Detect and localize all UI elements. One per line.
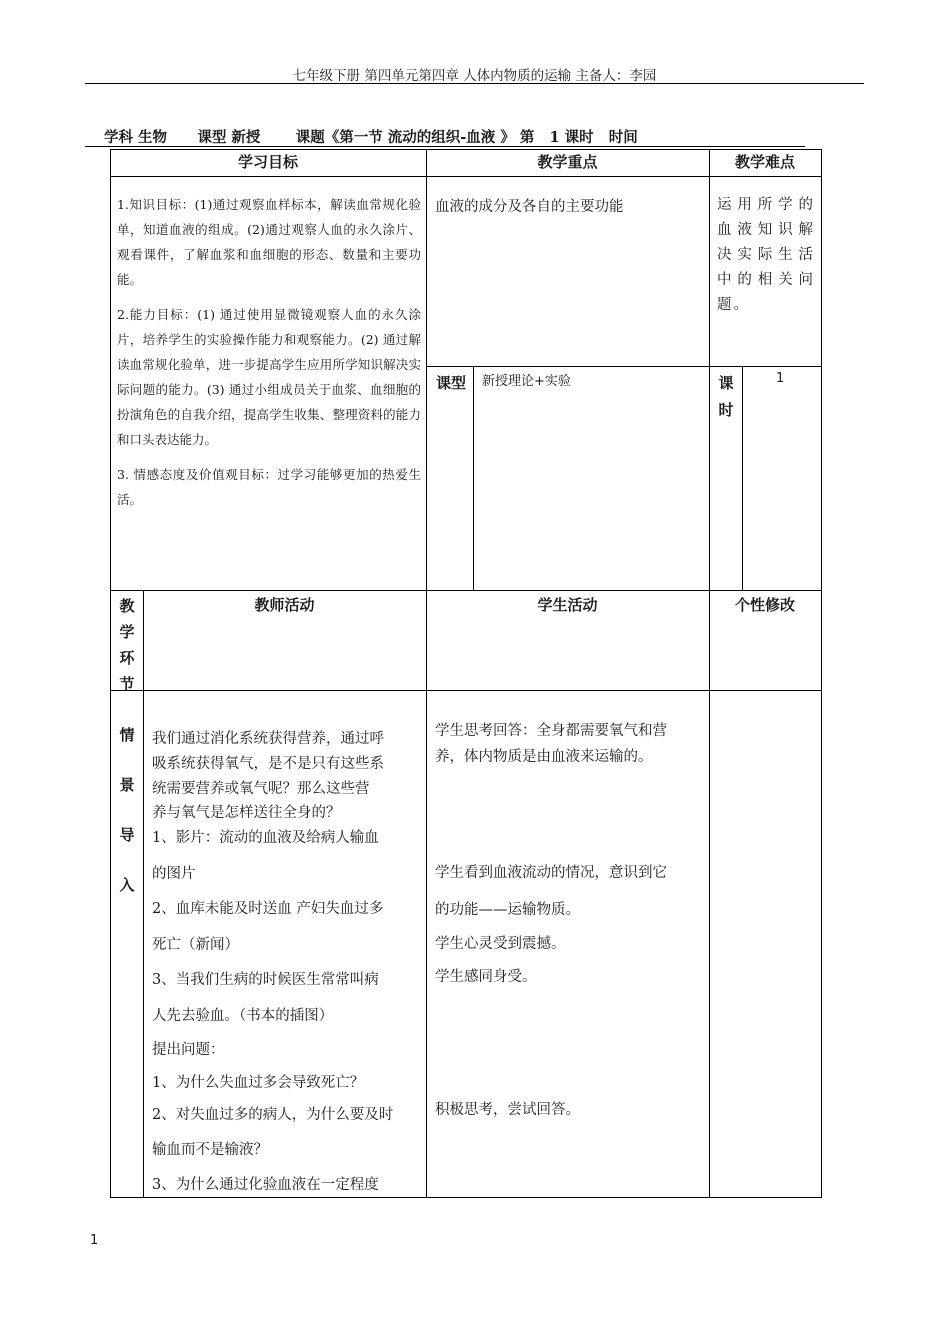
teacher-line: 吸系统获得氧气，是不是只有这些系 <box>152 756 384 772</box>
header-teaching-focus: 教学重点 <box>537 153 598 171</box>
teaching-difficulty-content: 运用所学的血液知识解决实际生活中的相关问题。 <box>717 197 815 313</box>
page-header: 七年级下册 第四单元第四章 人体内物质的运输 主备人：李园 <box>292 68 657 84</box>
header-teaching-difficulty: 教学难点 <box>734 153 795 171</box>
teacher-line: 人先去验血。（书本的插图） <box>152 1008 334 1024</box>
teacher-line: 1、为什么失血过多会导致死亡？ <box>152 1075 365 1091</box>
student-line: 养，体内物质是由血液来运输的。 <box>435 749 653 765</box>
teacher-line: 1、影片：流动的血液及给病人输血 <box>152 830 379 846</box>
header-teacher-activity: 教师活动 <box>254 596 315 614</box>
student-line: 学生心灵受到震撼。 <box>435 936 566 952</box>
teacher-line: 我们通过消化系统获得营养，通过呼 <box>152 731 384 747</box>
goal-attitude: 3. 情感态度及价值观目标：过学习能够更加的热爱生活。 <box>117 467 421 507</box>
teacher-line: 的图片 <box>152 866 196 882</box>
teacher-line: 2、对失血过多的病人，为什么要及时 <box>152 1107 394 1123</box>
teacher-line: 3、当我们生病的时候医生常常叫病 <box>152 972 379 988</box>
periods-value: 1 <box>776 371 785 386</box>
student-line: 学生看到血液流动的情况，意识到它 <box>435 865 667 881</box>
learning-goals-content <box>117 192 421 512</box>
student-line: 学生感同身受。 <box>435 969 537 985</box>
student-line: 学生思考回答：全身都需要氧气和营 <box>435 723 667 739</box>
header-rule <box>85 83 864 84</box>
teacher-line: 统需要营养或氧气呢？那么这些营 <box>152 781 370 797</box>
stage-name: 情景导入 <box>119 726 135 894</box>
lesson-info: 学科 生物 课型 新授 课题《第一节 流动的组织-血液 》 第 1 课时 时间 <box>104 129 638 146</box>
goal-knowledge: 1.知识目标：(1)通过观察血样标本，解读血常规化验单，知道血液的组成。(2)通过观察人血的永久涂片、观看课件，了解血浆和血细胞的形态、数量和主要功能。 <box>117 197 421 287</box>
header-learning-goals: 学习目标 <box>237 153 298 171</box>
student-line: 积极思考，尝试回答。 <box>435 1102 580 1118</box>
teacher-line: 3、为什么通过化验血液在一定程度 <box>152 1177 379 1193</box>
teacher-line: 2、血库未能及时送血 产妇失血过多 <box>152 901 384 917</box>
teacher-line: 养与氧气是怎样送往全身的？ <box>152 805 341 821</box>
header-personal-modification: 个性修改 <box>734 596 795 614</box>
teacher-line: 输血而不是输液？ <box>152 1142 268 1158</box>
student-line: 的功能——运输物质。 <box>435 902 580 918</box>
page-number: 1 <box>90 1233 99 1248</box>
header-student-activity: 学生活动 <box>537 596 598 614</box>
lesson-type-value: 新授理论+实验 <box>482 374 571 389</box>
periods-label: 课时 <box>718 374 734 419</box>
teacher-line: 提出问题： <box>152 1042 225 1058</box>
lesson-info-underline <box>85 146 805 147</box>
teaching-focus-content: 血液的成分及各自的主要功能 <box>435 199 624 215</box>
header-teaching-stage: 教学环节 <box>119 597 135 693</box>
teacher-line: 死亡（新闻） <box>152 937 239 953</box>
lesson-type-label: 课型 <box>436 374 467 392</box>
goal-ability: 2.能力目标：(1) 通过使用显微镜观察人血的永久涂片，培养学生的实验操作能力和观察能力。(2) 通过解读血常规化验单，进一步提高学生应用所学知识解决实际问题的能力。(3) 通过小组成员关于血浆、血细胞的扮演角色的自我介绍，提高学生收集、整理资料的能力和口头表达能力。 <box>117 307 421 447</box>
